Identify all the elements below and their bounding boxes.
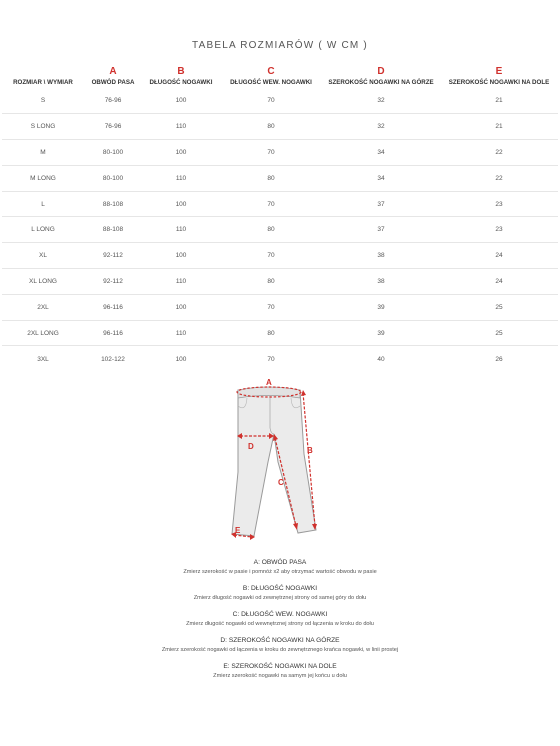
table-row [2,140,558,166]
measure-cell: 32 [322,114,440,140]
header-letter: B [177,66,185,77]
measure-cell: 34 [322,140,440,166]
measure-cell: 110 [142,165,220,191]
measure-cell: 110 [142,269,220,295]
measure-cell: 21 [440,114,558,140]
measure-cell: 96-116 [84,294,142,320]
table-row [2,269,558,295]
header-name: SZEROKOŚĆ NOGAWKI NA DOLE [448,79,550,86]
size-table [2,64,558,372]
measure-cell: 92-112 [84,269,142,295]
measure-cell: 25 [440,294,558,320]
pants-diagram [216,376,344,544]
measure-cell: 37 [322,217,440,243]
measure-cell: 25 [440,320,558,346]
table-body [2,88,558,372]
label-c: C [278,478,284,487]
legend-description: Zmierz szerokość w pasie i pomnóż x2 aby otrzymać wartość obwodu w pasie [183,569,377,575]
measure-cell: 40 [322,346,440,372]
measure-cell: 39 [322,294,440,320]
measure-cell: 70 [220,243,322,269]
table-row [2,346,558,372]
legend-item-c [0,610,560,629]
header-col-b [142,64,220,88]
header-letter: E [495,66,503,77]
measure-cell: 23 [440,191,558,217]
label-b: B [307,446,313,455]
size-cell: L [2,191,84,217]
header-size-label: ROZMIAR \ WYMIAR [13,79,73,86]
header-name: OBWÓD PASA [91,79,135,86]
legend-description: Zmierz szerokość nogawki na samym jej końcu u dołu [213,673,347,679]
header-col-a [84,64,142,88]
measure-cell: 39 [322,320,440,346]
header-name: SZEROKOŚĆ NOGAWKI NA GÓRZE [328,79,434,86]
legend-item-a [0,558,560,577]
table-header-row [2,64,558,88]
measure-cell: 22 [440,140,558,166]
measure-cell: 80-100 [84,140,142,166]
legend-heading: C: DŁUGOŚĆ WEW. NOGAWKI [232,611,328,618]
measure-cell: 38 [322,269,440,295]
measure-cell: 34 [322,165,440,191]
size-cell: XL LONG [2,269,84,295]
measure-cell: 100 [142,140,220,166]
measure-cell: 88-108 [84,191,142,217]
header-col-d [322,64,440,88]
header-name: DŁUGOŚĆ NOGAWKI [149,79,213,86]
label-e: E [235,526,241,535]
measure-cell: 100 [175,97,187,105]
legend-description: Zmierz długość nogawki od wewnętrznej strony od łączenia w kroku do dołu [186,621,374,627]
size-cell: S [40,97,46,105]
size-cell: XL [2,243,84,269]
legend-heading: D: SZEROKOŚĆ NOGAWKI NA GÓRZE [220,637,340,644]
measure-cell: 76-96 [104,97,122,105]
table-row [2,243,558,269]
header-col-e [440,64,558,88]
measure-cell: 70 [220,140,322,166]
measure-cell: 24 [440,243,558,269]
size-cell: M [2,140,84,166]
pants-shape [232,390,316,536]
measure-cell: 80 [220,165,322,191]
header-name: DŁUGOŚĆ WEW. NOGAWKI [230,79,312,86]
measure-cell: 37 [322,191,440,217]
measure-cell: 21 [495,97,503,105]
legend-heading: B: DŁUGOŚĆ NOGAWKI [242,585,318,592]
legend-heading: A: OBWÓD PASA [253,559,307,566]
label-a: A [266,378,272,387]
measurement-legend [0,558,560,688]
measure-cell: 24 [440,269,558,295]
table-row [2,114,558,140]
table-row [2,191,558,217]
measure-cell: 32 [377,97,385,105]
measure-cell: 38 [322,243,440,269]
measure-cell: 100 [142,346,220,372]
size-cell: S LONG [2,114,84,140]
size-cell: L LONG [2,217,84,243]
measure-cell: 23 [440,217,558,243]
label-d: D [248,442,254,451]
legend-description: Zmierz szerokość nogawki od łączenia w kroku do zewnętrznego krańca nogawki, w linii prostej [161,647,399,653]
measure-cell: 110 [142,217,220,243]
header-size-cell [2,64,84,88]
legend-description: Zmierz długość nogawki od zewnętrznej strony od samej góry do dołu [193,595,367,601]
header-letter: A [109,66,117,77]
table-row [2,320,558,346]
measure-cell: 80 [220,320,322,346]
legend-item-e [0,662,560,681]
measure-cell: 100 [142,191,220,217]
header-col-c [220,64,322,88]
measure-cell: 110 [142,114,220,140]
arrow-head [301,390,306,396]
measure-cell: 70 [267,97,275,105]
legend-item-b [0,584,560,603]
measure-cell: 70 [220,191,322,217]
measure-cell: 100 [142,243,220,269]
measure-cell: 102-122 [84,346,142,372]
measure-cell: 26 [440,346,558,372]
measure-cell: 80 [220,269,322,295]
measure-cell: 92-112 [84,243,142,269]
table-row [2,88,558,114]
page-title: TABELA ROZMIARÓW ( W CM ) [192,40,368,51]
table-row [2,294,558,320]
measure-cell: 70 [220,346,322,372]
measure-cell: 70 [220,294,322,320]
measure-cell: 88-108 [84,217,142,243]
measure-cell: 76-96 [84,114,142,140]
table-row [2,165,558,191]
table-row [2,217,558,243]
header-letter: C [267,66,275,77]
measure-cell: 110 [142,320,220,346]
measure-cell: 80 [220,114,322,140]
measure-cell: 22 [440,165,558,191]
size-cell: M LONG [2,165,84,191]
measure-cell: 80-100 [84,165,142,191]
header-letter: D [377,66,385,77]
measure-cell: 80 [220,217,322,243]
measure-cell: 100 [142,294,220,320]
size-cell: 2XL [2,294,84,320]
size-cell: 3XL [2,346,84,372]
measure-cell: 96-116 [84,320,142,346]
legend-item-d [0,636,560,655]
size-cell: 2XL LONG [2,320,84,346]
legend-heading: E: SZEROKOŚĆ NOGAWKI NA DOLE [223,663,337,670]
